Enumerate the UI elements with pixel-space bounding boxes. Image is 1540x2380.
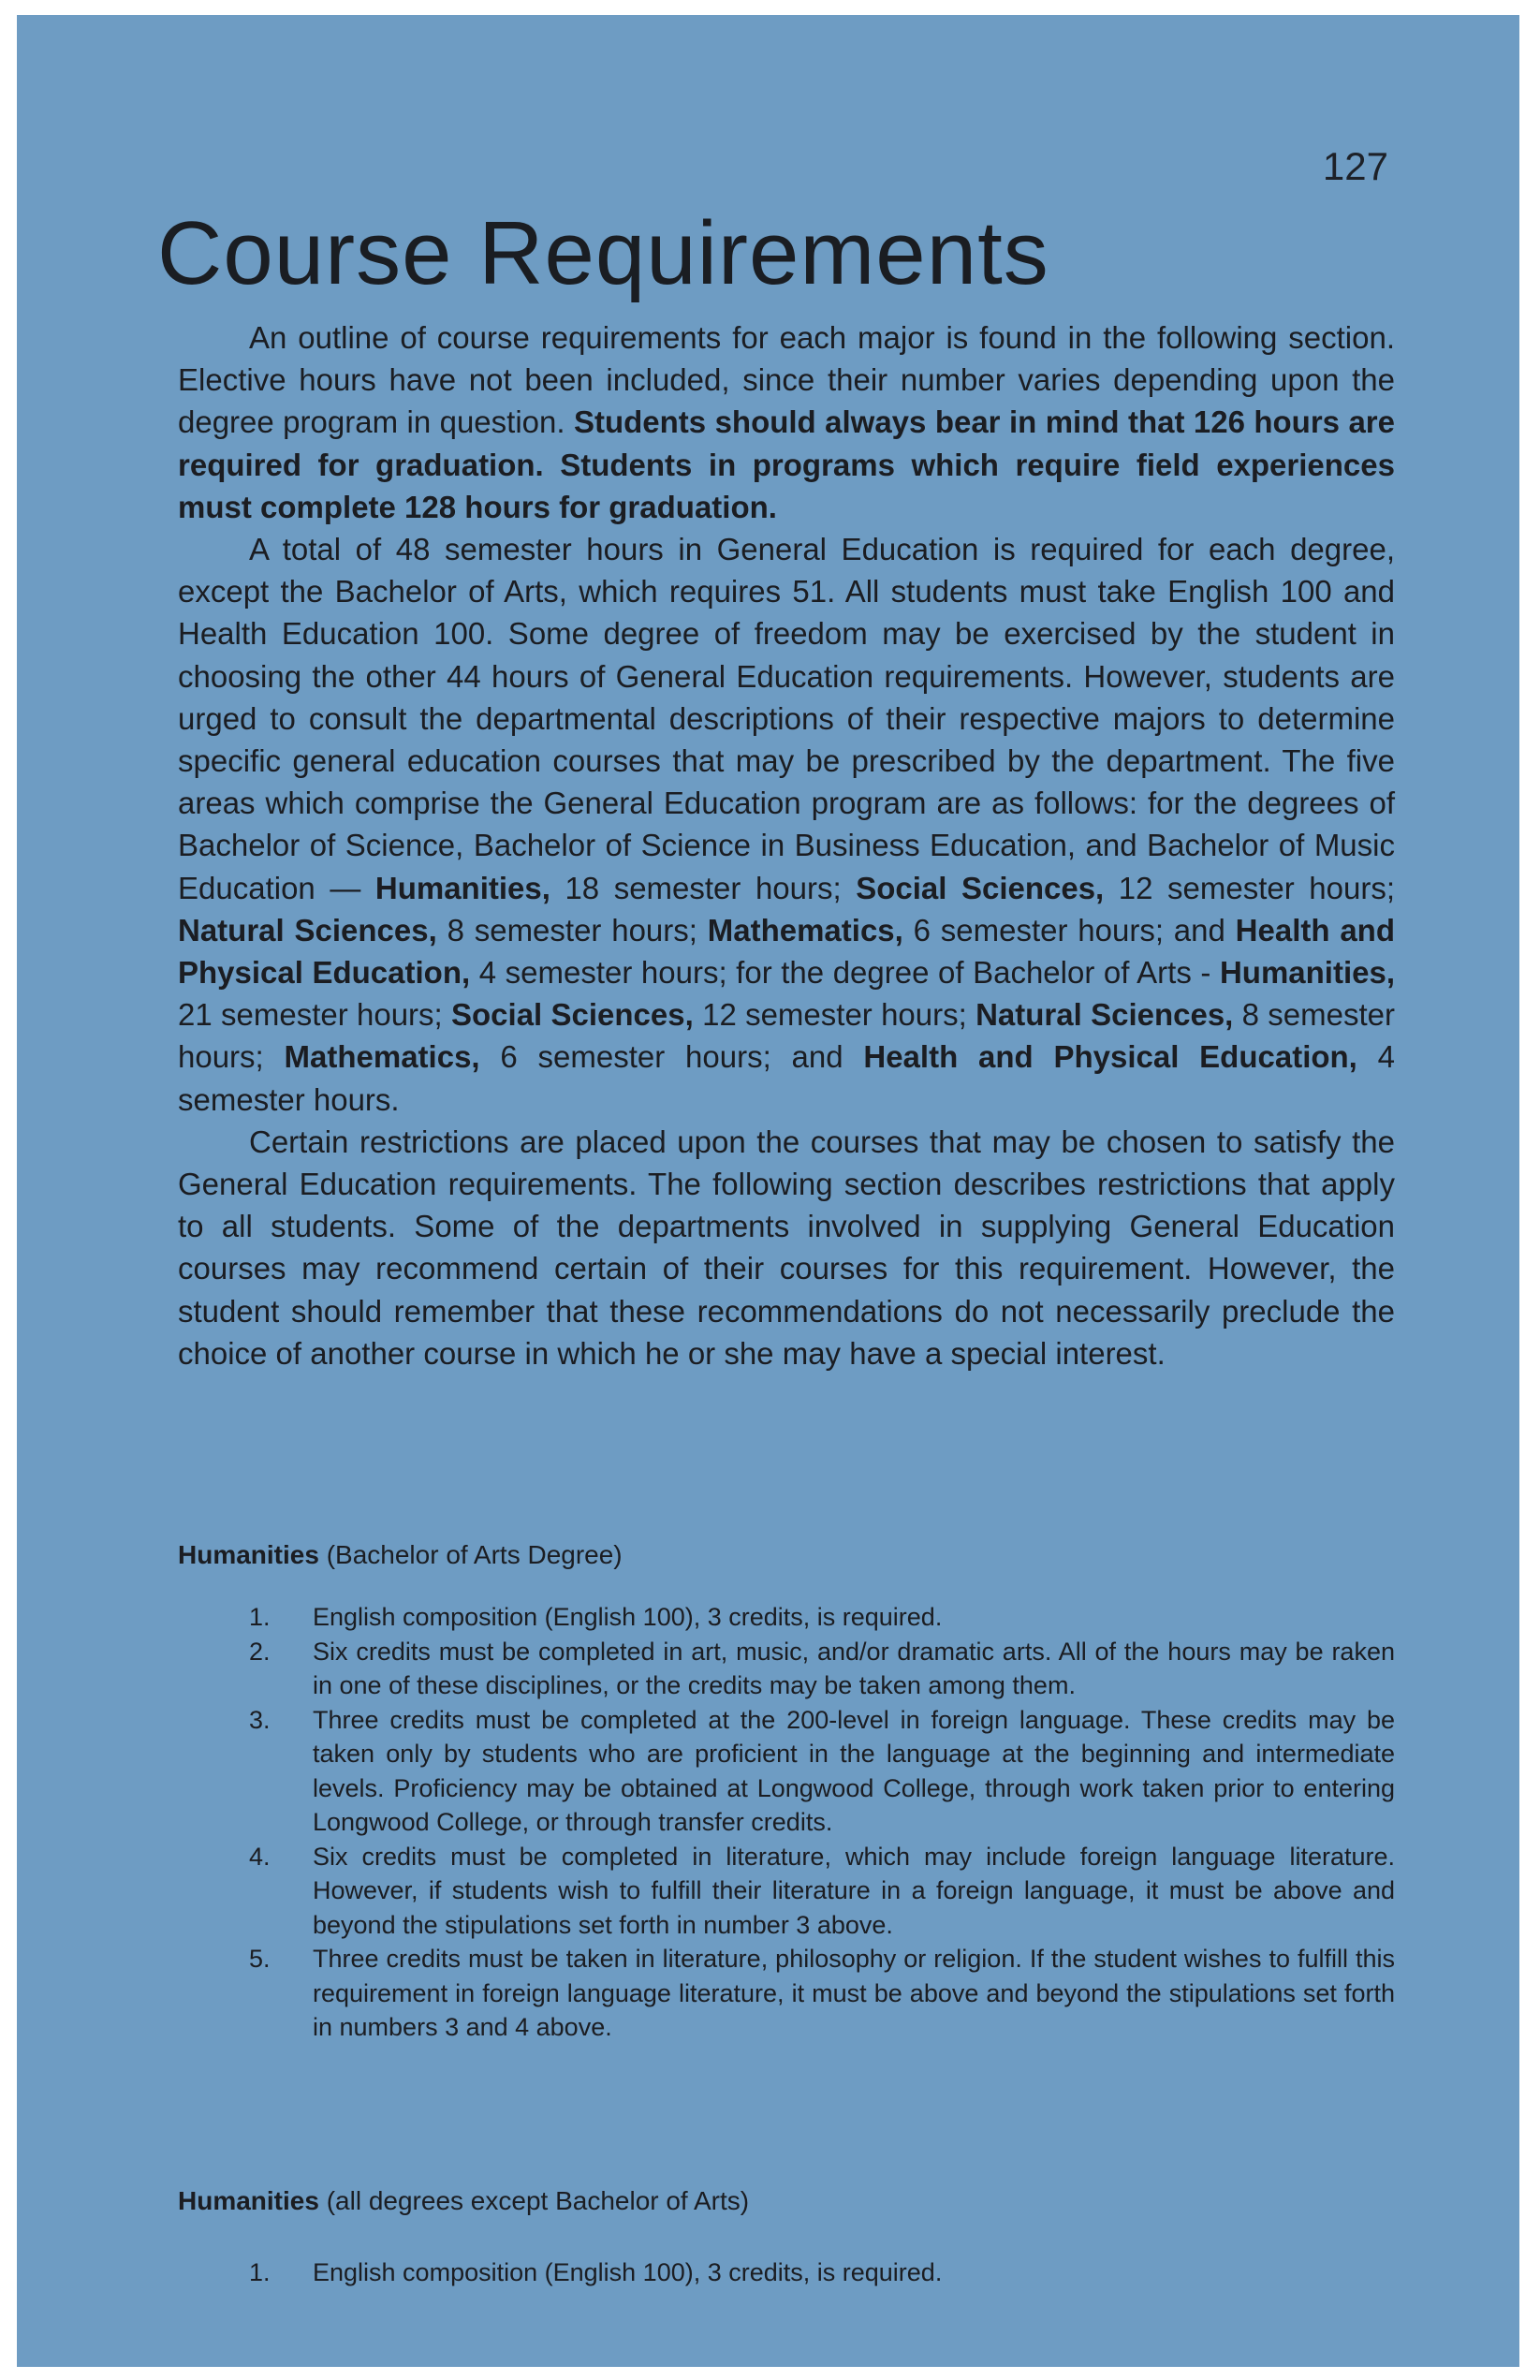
list-item-text: English composition (English 100), 3 credits, is required. [313, 1603, 943, 1631]
area-mathematics: Mathematics, [707, 912, 903, 948]
list-number: 3. [249, 1705, 271, 1734]
list-item-text: English composition (English 100), 3 credits, is required. [313, 2258, 943, 2286]
area-health-pe: Health and Physical Education, [178, 912, 1395, 991]
paragraph-text: An outline of course requirements for each major is found in the following section. Elective hours have not been included, since their number varies depending upon the degree program in question. [178, 320, 1395, 440]
section-heading-ba [178, 1539, 623, 1571]
list-item [178, 1635, 1395, 1703]
intro-text [178, 316, 1395, 1374]
section-heading-bold: Humanities [178, 2186, 319, 2215]
list-item-text: Three credits must be completed at the 200-level in foreign language. These credits may be taken only by students who are proficient in the language at the beginning and intermediate levels. Proficiency may be obtained at Longwood College, through work taken prior to entering Longwood College, or through transfer credits. [313, 1705, 1395, 1836]
paragraph-text: 18 semester hours; [550, 870, 857, 905]
area-natural-sciences: Natural Sciences, [975, 997, 1234, 1033]
list-item-text: Six credits must be completed in art, music, and/or dramatic arts. All of the hours may be raken in one of these disciplines, or the credits may be taken among them. [313, 1637, 1395, 1699]
list-item [178, 1600, 1395, 1635]
area-health-pe: Health and Physical Education, [863, 1039, 1357, 1075]
area-humanities: Humanities, [1219, 955, 1395, 991]
paragraph-text: 8 semester hours; [178, 997, 1395, 1075]
list-number: 5. [249, 1945, 271, 1973]
paragraph-text: 6 semester hours; and [479, 1039, 864, 1075]
area-social-sciences: Social Sciences, [451, 997, 694, 1033]
section-heading-other-degrees [178, 2185, 749, 2217]
paragraph-text: 12 semester hours; [1104, 870, 1395, 905]
section-heading-bold: Humanities [178, 1540, 319, 1569]
paragraph-restrictions: Certain restrictions are placed upon the courses that may be chosen to satisfy the General Education requirements. The following section describes restrictions that apply to all students. Some of the departments involved in supplying General Education courses may recommend certain of their courses for this requirement. However, the student should remember that these recommendations do not necessarily preclude the choice of another course in which he or she may have a special interest. [178, 1124, 1395, 1371]
paragraph-text: A total of 48 semester hours in General Education is required for each degree, except the Bachelor of Arts, which requires 51. All students must take English 100 and Health Education 100. Some degree of freedom may be exercised by the student in choosing the other 44 hours of General Education requirements. However, students are urged to consult the departmental descriptions of their respective majors to determine specific general education courses that may be prescribed by the department. The five areas which comprise the General Education program are as follows: for the degrees of Bachelor of Science, Bachelor of Science in Business Education, and Bachelor of Music Education — [178, 532, 1395, 905]
paragraph-text: 4 semester hours; for the degree of Bachelor of Arts - [470, 955, 1220, 991]
area-social-sciences: Social Sciences, [856, 870, 1105, 905]
area-natural-sciences: Natural Sciences, [178, 912, 437, 948]
area-mathematics: Mathematics, [284, 1039, 480, 1075]
paragraph-text: 21 semester hours; [178, 997, 452, 1033]
paragraph-text: 4 semester hours. [178, 1039, 1395, 1117]
requirements-list-other [178, 2255, 1395, 2290]
paragraph-text: 6 semester hours; and [902, 912, 1236, 948]
list-number: 1. [249, 1603, 271, 1631]
list-item [178, 2255, 1395, 2290]
paragraph-outline [178, 316, 1395, 528]
page-title: Course Requirements [157, 203, 1049, 303]
requirements-list-ba [178, 1600, 1395, 2045]
paragraph-text: 12 semester hours; [693, 997, 976, 1033]
list-item-text: Three credits must be taken in literature, philosophy or religion. If the student wishes to fulfill this requirement in foreign language literature, it must be above and beyond the stipulations set forth in numbers 3 and 4 above. [313, 1945, 1395, 2041]
paragraph-general-education [178, 528, 1395, 1121]
paragraph-text: 8 semester hours; [436, 912, 708, 948]
list-number: 4. [249, 1842, 271, 1871]
document-page [17, 15, 1519, 2367]
list-item [178, 1703, 1395, 1840]
paragraph-bold-text: Students should always bear in mind that 126 hours are required for graduation. Students in programs which require field experiences must complete 128 hours for graduation. [178, 404, 1395, 524]
list-number: 2. [249, 1637, 271, 1666]
section-heading-rest: (all degrees except Bachelor of Arts) [318, 2186, 750, 2215]
list-item [178, 1942, 1395, 2045]
list-item [178, 1840, 1395, 1943]
list-item-text: Six credits must be completed in literature, which may include foreign language literature. However, if students wish to fulfill their literature in a foreign language, it must be above and beyond the stipulations set forth in number 3 above. [313, 1842, 1395, 1939]
area-humanities: Humanities, [374, 870, 550, 905]
page-number: 127 [1322, 144, 1388, 188]
list-number: 1. [249, 2258, 271, 2286]
section-heading-rest: (Bachelor of Arts Degree) [318, 1540, 623, 1569]
